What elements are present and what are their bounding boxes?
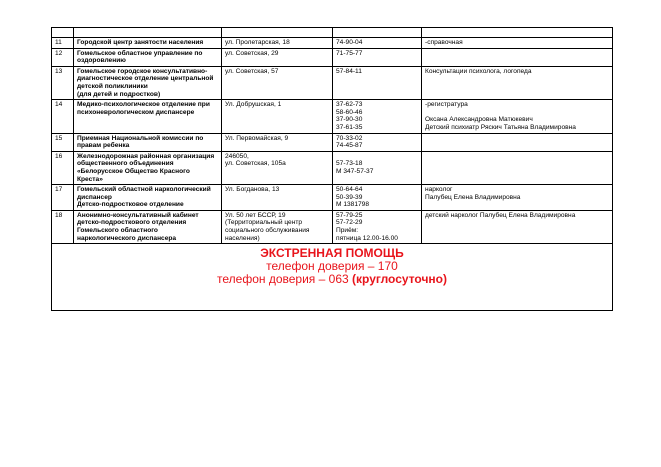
note-cell-line: Оксана Александровна Матюкевич — [425, 116, 533, 124]
phone-cell-line: 57-84-11 — [336, 67, 362, 75]
note-cell-line: -регистратура — [425, 101, 468, 109]
hotline-063 — [55, 273, 609, 286]
address-cell-line: ул. Советская, 57 — [225, 67, 279, 75]
organization-name-line: Гомельский областной наркологический — [77, 186, 211, 194]
phone-cell — [333, 151, 422, 184]
organization-name-line: Железнодорожная районная организация — [77, 152, 215, 160]
table-row — [52, 48, 613, 66]
organization-name-line: детско-подросткового отделения — [77, 219, 187, 227]
address-cell — [222, 185, 333, 211]
phone-cell-line: 37-62-73 — [336, 101, 363, 109]
phone-cell-line: Приём: — [336, 227, 359, 235]
table-row — [52, 133, 613, 151]
emergency-cell — [52, 244, 613, 311]
phone-cell-line: 71-75-77 — [336, 49, 363, 57]
phone-cell-line: 58-60-46 — [336, 108, 363, 116]
address-cell-line: ул. Советская, 29 — [225, 49, 279, 57]
phone-cell — [333, 185, 422, 211]
organization-name — [74, 48, 222, 66]
header-cell — [52, 28, 74, 38]
organization-name-line: Гомельское городское консультативно- — [77, 67, 208, 75]
services-table — [51, 27, 613, 311]
organization-name-line: Гомельского областного — [77, 227, 158, 235]
organization-name — [74, 100, 222, 133]
phone-cell-line: 57-79-25 — [336, 211, 363, 219]
row-number — [52, 38, 74, 49]
row-number — [52, 100, 74, 133]
table-row — [52, 100, 613, 133]
phone-cell-line: 37-61-35 — [336, 123, 363, 131]
organization-name — [74, 66, 222, 99]
phone-cell-line: 37-90-30 — [336, 116, 363, 124]
phone-cell-line — [336, 153, 418, 161]
note-cell-line: Палубец Елена Владимировна — [425, 193, 521, 201]
note-cell — [422, 48, 613, 66]
organization-name-line: Анонимно-консультативный кабинет — [77, 211, 199, 219]
note-cell — [422, 133, 613, 151]
header-cell — [222, 28, 333, 38]
note-cell — [422, 185, 613, 211]
organization-name-line: Городской центр занятости населения — [77, 39, 204, 46]
row-number-text: 16 — [55, 152, 63, 160]
table-row — [52, 210, 613, 243]
note-cell — [422, 210, 613, 243]
address-cell — [222, 133, 333, 151]
phone-cell — [333, 133, 422, 151]
organization-name — [74, 185, 222, 211]
organization-name — [74, 133, 222, 151]
address-cell — [222, 66, 333, 99]
phone-cell-line: 50-39-39 — [336, 193, 363, 201]
organization-name-line: наркологического диспансера — [77, 234, 177, 242]
row-number-text: 12 — [55, 49, 63, 57]
organization-name — [74, 151, 222, 184]
organization-name — [74, 210, 222, 243]
organization-name-line: общественного объединения — [77, 160, 174, 168]
note-cell — [422, 151, 613, 184]
address-cell — [222, 151, 333, 184]
address-cell — [222, 100, 333, 133]
organization-name-line: диспансер — [77, 193, 112, 201]
header-cell — [74, 28, 222, 38]
phone-cell-line: М 347-57-37 — [336, 167, 374, 175]
note-cell-line: Детский психиатр Ряскич Татьяна Владимировна — [425, 123, 576, 131]
row-number — [52, 133, 74, 151]
header-cell — [422, 28, 613, 38]
organization-name-line: «Белорусское Общество Красного — [77, 167, 190, 175]
note-cell — [422, 100, 613, 133]
phone-cell-line: 70-33-02 — [336, 134, 363, 142]
table-row — [52, 185, 613, 211]
phone-cell-line: 57-72-29 — [336, 219, 363, 227]
table-row — [52, 151, 613, 184]
note-cell-line: Консультации психолога, логопеда — [425, 67, 532, 75]
organization-name-line: Креста» — [77, 175, 103, 183]
phone-cell — [333, 100, 422, 133]
address-cell-line: Ул. Первомайская, 9 — [225, 134, 289, 142]
note-cell-line: -справочная — [425, 39, 463, 46]
row-number-text: 11 — [55, 39, 62, 46]
organization-name-line: Детско-подростковое отделение — [77, 201, 184, 209]
row-number-text: 17 — [55, 186, 63, 194]
table-row — [52, 38, 613, 49]
row-number — [52, 210, 74, 243]
organization-name-line: Гомельское областное управление по — [77, 49, 203, 57]
table-row — [52, 66, 613, 99]
header-cell — [333, 28, 422, 38]
organization-name-line: правам ребенка — [77, 142, 130, 150]
organization-name — [74, 38, 222, 49]
organization-name-line: Медико-психологическое отделение при — [77, 101, 210, 109]
phone-cell — [333, 48, 422, 66]
address-cell-line: ул. Советская, 105а — [225, 160, 286, 168]
address-cell-line: Ул. 50 лет БССР, 19 — [225, 211, 286, 219]
address-cell-line: Ул. Добрушская, 1 — [225, 101, 282, 109]
address-cell-line: (Территориальный центр — [225, 219, 303, 227]
table-header-row — [52, 28, 613, 38]
row-number — [52, 185, 74, 211]
row-number — [52, 151, 74, 184]
emergency-title: ЭКСТРЕННАЯ ПОМОЩЬ — [260, 246, 404, 261]
phone-cell-line: 57-73-18 — [336, 160, 363, 168]
address-cell-line: населения) — [225, 234, 260, 242]
phone-cell-line: 50-64-64 — [336, 186, 363, 194]
note-cell-line: детский нарколог Палубец Елена Владимировна — [425, 211, 576, 219]
row-number-text: 15 — [55, 134, 63, 142]
hotline-170: телефон доверия – 170 — [266, 259, 398, 274]
address-cell — [222, 210, 333, 243]
phone-cell-line: 74-90-04 — [336, 39, 363, 46]
row-number — [52, 48, 74, 66]
phone-cell — [333, 38, 422, 49]
organization-name-line: детской поликлиники — [77, 82, 148, 90]
emergency-row — [52, 244, 613, 311]
address-cell-line: социального обслуживания — [225, 227, 310, 235]
organization-name-line: диагностическое отделение центральной — [77, 75, 214, 83]
address-cell-line: Ул. Богданова, 13 — [225, 186, 280, 194]
hotline-063-main: телефон доверия – 063 — [217, 272, 349, 287]
organization-name-line: (для детей и подростков) — [77, 90, 161, 98]
address-cell-line: ул. Пролетарская, 18 — [225, 39, 290, 46]
row-number-text: 14 — [55, 101, 63, 109]
row-number — [52, 66, 74, 99]
phone-cell-line: М 1381798 — [336, 201, 369, 209]
note-cell-line — [425, 109, 609, 117]
organization-name-line: психоневрологическом диспансере — [77, 108, 195, 116]
note-cell-line: нарколог — [425, 186, 453, 194]
address-cell — [222, 48, 333, 66]
note-cell — [422, 38, 613, 49]
address-cell-line: 246050, — [225, 152, 249, 160]
phone-cell — [333, 66, 422, 99]
phone-cell-line: 74-45-87 — [336, 142, 363, 150]
phone-cell-line: пятница 12.00-16.00 — [336, 234, 398, 242]
address-cell — [222, 38, 333, 49]
organization-name-line: Приемная Национальной комиссии по — [77, 134, 204, 142]
hotline-063-hours: (круглосуточно) — [352, 272, 447, 287]
row-number-text: 18 — [55, 211, 63, 219]
organization-name-line: оздоровлению — [77, 57, 126, 65]
note-cell — [422, 66, 613, 99]
phone-cell — [333, 210, 422, 243]
row-number-text: 13 — [55, 67, 63, 75]
